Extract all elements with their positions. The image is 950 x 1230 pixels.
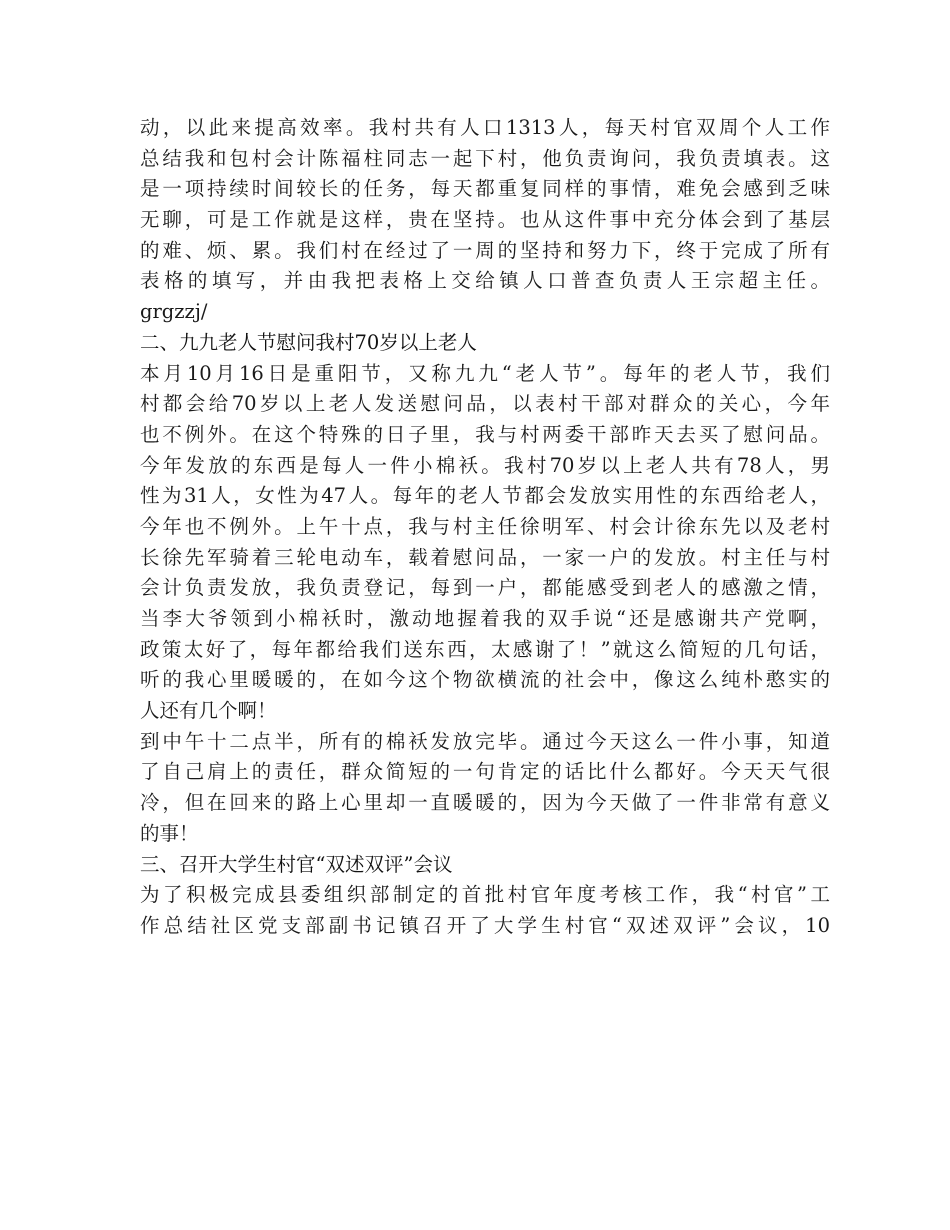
text-line: 为了积极完成县委组织部制定的首批村官年度考核工作，我“村官”工 — [140, 883, 830, 907]
text-line: 是一项持续时间较长的任务，每天都重复同样的事情，难免会感到乏味 — [140, 177, 830, 201]
text-line: 村都会给70岁以上老人发送慰问品，以表村干部对群众的关心，今年 — [140, 392, 830, 416]
text-line: 作总结社区党支部副书记镇召开了大学生村官“双述双评”会议，10 — [140, 913, 830, 937]
text-line: 今年也不例外。上午十点，我与村主任徐明军、村会计徐东先以及老村 — [140, 514, 830, 538]
text-line: 无聊，可是工作就是这样，贵在坚持。也从这件事中充分体会到了基层 — [140, 208, 830, 232]
text-line: 政策太好了，每年都给我们送东西，太感谢了！”就这么简短的几句话， — [140, 637, 830, 661]
section-heading: 二、九九老人节慰问我村70岁以上老人 — [140, 330, 477, 354]
text-line: 长徐先军骑着三轮电动车，载着慰问品，一家一户的发放。村主任与村 — [140, 545, 830, 569]
text-line: 当李大爷领到小棉袄时，激动地握着我的双手说“还是感谢共产党啊， — [140, 607, 830, 630]
text-line: 的事！ — [140, 821, 199, 845]
text-line: 冷，但在回来的路上心里却一直暖暖的，因为今天做了一件非常有意义 — [140, 791, 830, 815]
section-heading: 三、召开大学生村官“双述双评”会议 — [140, 852, 453, 876]
text-line: 到中午十二点半，所有的棉袄发放完毕。通过今天这么一件小事，知道 — [140, 729, 830, 753]
text-line: 的难、烦、累。我们村在经过了一周的坚持和努力下，终于完成了所有 — [140, 238, 830, 262]
text-line: 本月10月16日是重阳节，又称九九“老人节”。每年的老人节，我们 — [140, 361, 830, 385]
text-line: 性为31人，女性为47人。每年的老人节都会发放实用性的东西给老人， — [140, 484, 830, 508]
text-line: 今年发放的东西是每人一件小棉袄。我村70岁以上老人共有78人，男 — [140, 453, 830, 477]
text-line: 总结我和包村会计陈福柱同志一起下村，他负责询问，我负责填表。这 — [140, 146, 830, 170]
text-line: 动，以此来提高效率。我村共有人口1313人，每天村官双周个人工作 — [140, 116, 830, 139]
text-line: 了自己肩上的责任，群众简短的一句肯定的话比什么都好。今天天气很 — [140, 760, 830, 784]
text-line: 人还有几个啊！ — [140, 699, 277, 723]
text-line: 表格的填写，并由我把表格上交给镇人口普查负责人王宗超主任。 — [140, 269, 830, 293]
text-line: 听的我心里暖暖的，在如今这个物欲横流的社会中，像这么纯朴憨实的 — [140, 668, 830, 692]
text-line: 也不例外。在这个特殊的日子里，我与村两委干部昨天去买了慰问品。 — [140, 422, 830, 446]
text-line: 会计负责发放，我负责登记，每到一户，都能感受到老人的感激之情， — [140, 576, 830, 600]
document-body — [140, 113, 830, 942]
text-line: grgzzj/ — [140, 300, 208, 324]
